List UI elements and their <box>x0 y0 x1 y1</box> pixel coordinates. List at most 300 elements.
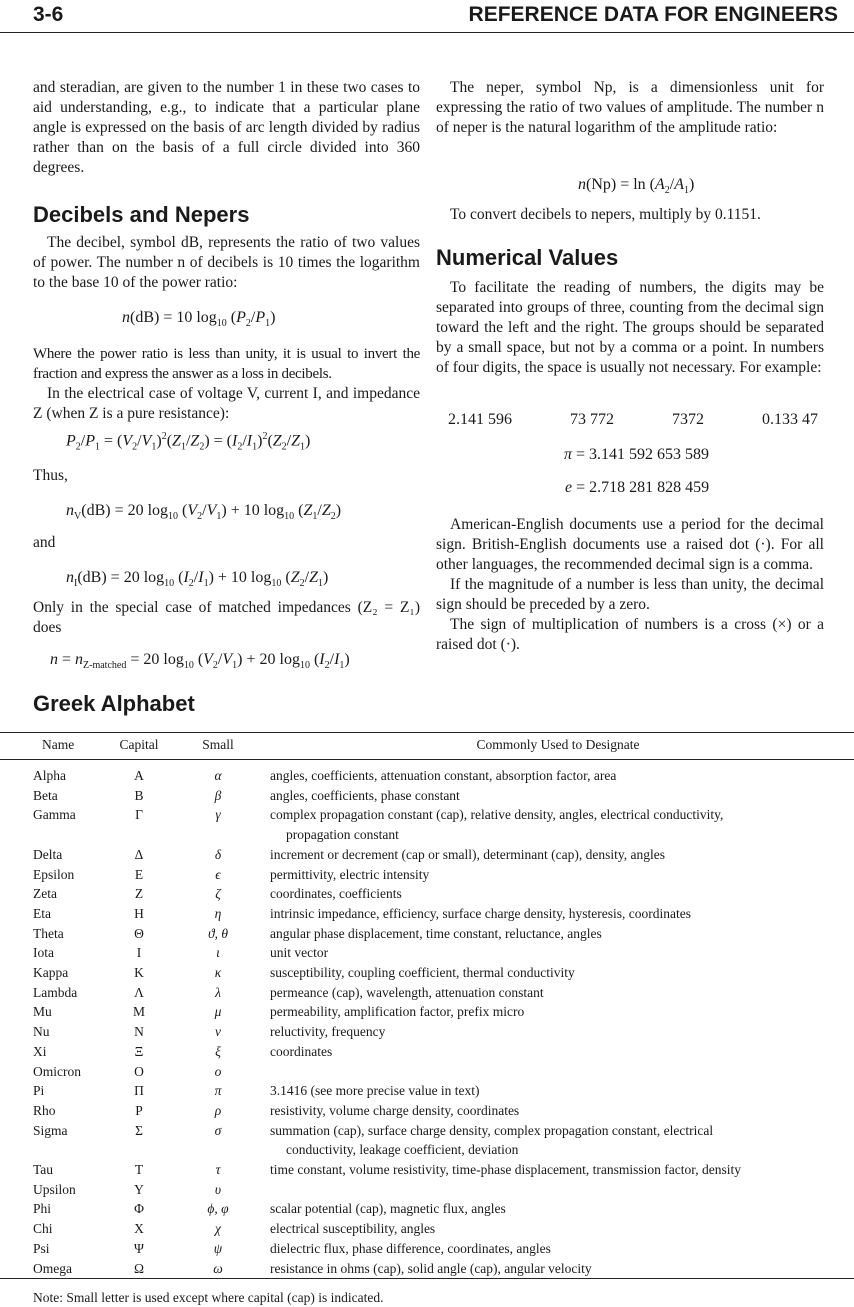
table-row <box>0 1239 854 1259</box>
letter-name: Eta <box>33 905 51 921</box>
formula-part: ) <box>270 309 276 326</box>
small-letter: ν <box>215 1024 221 1040</box>
table-row <box>0 786 854 806</box>
small-letter: λ <box>215 984 221 1000</box>
electrical-paragraph <box>33 384 420 424</box>
formula-part: A <box>674 176 685 193</box>
formula-part: 1 <box>300 441 306 453</box>
formula-part: 10 <box>216 318 227 329</box>
neper-paragraph <box>436 78 824 138</box>
formula-part: (dB) = 10 log <box>130 309 217 326</box>
formula-part: 10 <box>284 511 295 522</box>
capital-letter: Ξ <box>134 1043 144 1059</box>
capital-letter: O <box>134 1063 144 1079</box>
formula-part: 10 <box>183 660 194 671</box>
formula-part: ( <box>178 502 188 519</box>
letter-name: Iota <box>33 945 54 961</box>
small-letter: η <box>214 905 222 921</box>
designation-text: angular phase displacement, time constant, reluctance, angles <box>270 925 602 941</box>
letter-name: Nu <box>33 1024 50 1040</box>
capital-letter: X <box>134 1221 144 1237</box>
capital-letter: T <box>134 1162 144 1178</box>
formula-part: 2 <box>262 431 268 442</box>
formula-part: 1 <box>252 441 258 453</box>
formula-part: 2 <box>245 318 251 329</box>
formula-part: / <box>80 432 86 450</box>
capital-letter: Υ <box>134 1181 144 1197</box>
designation <box>262 1199 854 1219</box>
table-row <box>0 1160 854 1180</box>
formula-e <box>565 479 709 497</box>
table-row <box>0 1062 854 1082</box>
letter-name: Mu <box>33 1004 52 1020</box>
formula-db <box>122 309 275 329</box>
letter-name: Zeta <box>33 886 57 902</box>
designation <box>262 884 854 904</box>
table-row <box>0 943 854 963</box>
letter-name: Omicron <box>33 1063 81 1079</box>
small-letter: ρ <box>214 1102 222 1118</box>
formula-part: = 3.141 592 653 589 <box>572 446 710 463</box>
formula-part: = <box>58 651 76 668</box>
letter-name: Gamma <box>33 807 76 823</box>
small-letter: β <box>214 787 222 803</box>
table-row <box>0 983 854 1003</box>
paragraph: The decibel, symbol dB, represents the ratio of two values of power. The number n of decibels is 10 times the logarithm to the base 10 of the power ratio: <box>33 234 420 291</box>
capital-letter: Φ <box>134 1201 144 1217</box>
small-letter: κ <box>214 965 222 981</box>
formula-part: ) + 10 log <box>221 502 285 519</box>
designation <box>262 1101 854 1121</box>
small-letter: δ <box>214 846 222 862</box>
designation <box>262 1022 854 1042</box>
formula-part: / <box>137 432 142 450</box>
capital-letter: A <box>134 768 144 783</box>
thus-text: Thus, <box>33 467 68 484</box>
designation <box>262 1081 854 1101</box>
formula-part: V <box>122 432 133 450</box>
formula-part: I <box>246 432 253 450</box>
small-letter: ψ <box>213 1240 223 1256</box>
paragraph: American-English documents use a period for the decimal sign. British-English documents use a raised dot (·). For all other languages, the recommended decimal sign is a comma. <box>436 516 824 573</box>
formula-part: 2 <box>199 441 205 453</box>
formula-part: ( <box>226 309 237 326</box>
formula-part: V <box>222 651 233 668</box>
formula-part: 10 <box>164 578 175 589</box>
table-row <box>0 1180 854 1200</box>
formula-part: I <box>183 569 189 586</box>
designation <box>262 924 854 944</box>
designation-text: unit vector <box>270 945 329 961</box>
small-letter: ι <box>216 945 220 961</box>
decimal-paragraphs <box>436 515 824 655</box>
formula-part: 2 <box>281 441 287 453</box>
small-letter: τ <box>215 1162 221 1178</box>
table-note: Note: Small letter is used except where capital (cap) is indicated. <box>33 1290 384 1305</box>
table-row <box>0 1022 854 1042</box>
table-row <box>0 805 854 844</box>
letter-name: Beta <box>33 787 58 803</box>
designation <box>262 1180 854 1200</box>
designation <box>262 1160 854 1180</box>
formula-part: 1 <box>203 578 209 589</box>
formula-part: I <box>232 432 238 450</box>
letter-name: Delta <box>33 846 63 862</box>
formula-part: / <box>202 502 207 519</box>
formula-part: 2 <box>330 511 336 522</box>
formula-ni <box>66 569 328 589</box>
designation-text: electrical susceptibility, angles <box>270 1221 436 1237</box>
formula-part: ( <box>166 432 173 450</box>
formula-part: (dB) = 20 log <box>81 502 169 519</box>
designation-text: reluctivity, frequency <box>270 1024 386 1040</box>
formula-part: 2 <box>197 511 203 522</box>
capital-letter: B <box>134 787 144 803</box>
capital-letter: Ω <box>133 1260 145 1276</box>
column-header-name: Name <box>0 733 104 760</box>
formula-part: 1 <box>216 511 222 522</box>
formula-part: ) <box>156 432 162 450</box>
formula-matched <box>50 651 350 671</box>
small-letter: ω <box>213 1260 223 1276</box>
table-row <box>0 845 854 865</box>
designation-text: angles, coefficients, attenuation constant, absorption factor, area <box>270 768 617 783</box>
formula-part: Z <box>309 569 318 586</box>
table-row <box>0 884 854 904</box>
formula-part: Z <box>272 432 282 450</box>
invert-paragraph <box>33 344 420 384</box>
formula-part: n <box>122 309 130 326</box>
formula-part: π <box>564 446 573 463</box>
example-number: 2.141 596 <box>448 411 512 428</box>
formula-part: / <box>250 309 256 326</box>
formula-part: V <box>203 651 213 668</box>
designation <box>262 786 854 806</box>
small-letter: γ <box>215 807 221 823</box>
formula-part: I <box>319 651 325 668</box>
capital-letter: M <box>132 1004 145 1020</box>
capital-letter: Λ <box>134 984 144 1000</box>
small-letter: π <box>214 1083 222 1099</box>
formula-part: / <box>193 569 199 586</box>
designation-text: time constant, volume resistivity, time-phase displacement, transmission factor, density <box>270 1162 741 1178</box>
formula-part: 1 <box>317 578 323 589</box>
formula-part: ) <box>689 176 695 193</box>
facilitate-paragraph <box>436 278 824 378</box>
formula-part: 1 <box>180 441 186 453</box>
formula-part: Z <box>290 569 300 586</box>
formula-part: (dB) = 20 log <box>77 569 165 586</box>
capital-letter: I <box>136 945 142 961</box>
formula-part: ( <box>193 651 204 668</box>
paragraph: Only in the special case of matched impedances (Z₂ = Z₁) does <box>33 599 420 636</box>
formula-part: Z <box>291 432 301 450</box>
designation-text: complex propagation constant (cap), relative density, angles, electrical conductivity, <box>270 807 724 823</box>
designation-text: resistance in ohms (cap), solid angle (cap), angular velocity <box>270 1260 592 1276</box>
small-letter: σ <box>214 1122 222 1138</box>
capital-letter: P <box>135 1102 143 1118</box>
table-row <box>0 904 854 924</box>
small-letter: χ <box>215 1221 221 1237</box>
designation-text: coordinates <box>270 1043 333 1059</box>
formula-part: P <box>255 309 266 326</box>
formula-part: ) <box>257 432 263 450</box>
formula-pi <box>564 446 709 464</box>
designation <box>262 865 854 885</box>
formula-part: 10 <box>299 660 310 671</box>
small-letter: ζ <box>215 886 221 902</box>
formula-part: = ( <box>100 432 123 450</box>
formula-part: ) <box>322 569 329 586</box>
designation-text: dielectric flux, phase difference, coordinates, angles <box>270 1240 551 1256</box>
formula-part: n <box>50 651 58 668</box>
designation-continuation: conductivity, leakage coefficient, deviation <box>286 1142 519 1158</box>
letter-name: Chi <box>33 1221 53 1237</box>
formula-part: ( <box>281 569 291 586</box>
letter-name: Rho <box>33 1102 56 1118</box>
paragraph: If the magnitude of a number is less than unity, the decimal sign should be preceded by a zero. <box>436 576 824 613</box>
table-row <box>0 1259 854 1279</box>
formula-part: / <box>217 651 223 668</box>
formula-part: I <box>198 569 204 586</box>
number-examples <box>448 411 818 429</box>
heading-decibels: Decibels and Nepers <box>33 202 250 227</box>
formula-part: 2 <box>237 441 243 453</box>
capital-letter: H <box>134 905 144 921</box>
table-row <box>0 1199 854 1219</box>
table-row <box>0 760 854 786</box>
convert-paragraph <box>436 205 824 225</box>
designation <box>262 1259 854 1279</box>
formula-part: 1 <box>339 660 345 671</box>
formula-part: 2 <box>188 578 194 589</box>
formula-part: V <box>74 511 82 522</box>
capital-letter: Z <box>134 886 144 902</box>
letter-name: Kappa <box>33 965 69 981</box>
formula-part: / <box>669 176 675 193</box>
formula-part: Z <box>172 432 181 450</box>
formula-part: 1 <box>95 441 101 453</box>
table-row <box>0 865 854 885</box>
table-row <box>0 1219 854 1239</box>
paragraph: The sign of multiplication of numbers is a cross (×) or a raised dot (·). <box>436 616 824 653</box>
small-letter: α <box>214 768 222 783</box>
formula-part: V <box>206 502 217 519</box>
formula-part: I <box>74 578 78 589</box>
decibel-paragraph <box>33 233 420 293</box>
designation-text: permeability, amplification factor, prefix micro <box>270 1004 525 1020</box>
formula-part: 1 <box>265 318 271 329</box>
designation-text: permeance (cap), wavelength, attenuation constant <box>270 984 544 1000</box>
formula-part: 10 <box>168 511 179 522</box>
small-letter: o <box>214 1063 222 1079</box>
letter-name: Xi <box>33 1043 47 1059</box>
paragraph: and steradian, are given to the number 1 in these two cases to aid understanding, e.g., to indicate that a particular plane angle is expressed on the basis of arc length divided by radius rather than on the basis of a full circle divided into 360 degrees. <box>33 79 420 176</box>
capital-letter: Σ <box>135 1122 143 1138</box>
letter-name: Upsilon <box>33 1181 76 1197</box>
capital-letter: E <box>134 866 144 882</box>
header-rule <box>0 32 854 33</box>
formula-part: 2 <box>324 660 330 671</box>
formula-power-ratio <box>66 431 310 452</box>
formula-part: ) <box>344 651 350 668</box>
formula-part: ) = ( <box>204 432 232 450</box>
formula-part: Z <box>190 432 200 450</box>
formula-part: ) + 10 log <box>208 569 272 586</box>
designation <box>262 1002 854 1022</box>
formula-part: P <box>236 309 246 326</box>
formula-part: n <box>66 569 74 586</box>
table-header-row <box>0 733 854 760</box>
designation <box>262 963 854 983</box>
designation <box>262 805 854 844</box>
table-row <box>0 1121 854 1160</box>
capital-letter: Δ <box>134 846 144 862</box>
example-number: 0.133 47 <box>762 411 818 428</box>
designation <box>262 904 854 924</box>
designation-text: increment or decrement (cap or small), determinant (cap), density, angles <box>270 846 665 862</box>
designation <box>262 760 854 786</box>
formula-part: ) <box>305 432 311 450</box>
formula-part: / <box>185 432 191 450</box>
capital-letter: N <box>134 1024 144 1040</box>
formula-np <box>578 176 694 196</box>
designation <box>262 1239 854 1259</box>
running-title: REFERENCE DATA FOR ENGINEERS <box>468 3 838 26</box>
formula-part: 2 <box>75 441 81 453</box>
letter-name: Omega <box>33 1260 72 1276</box>
table-row <box>0 1042 854 1062</box>
formula-part: ( <box>309 651 320 668</box>
formula-part: n <box>75 651 84 668</box>
table-row <box>0 963 854 983</box>
letter-name: Theta <box>33 925 64 941</box>
paragraph: Where the power ratio is less than unity, it is usual to invert the fraction and express the answer as a loss in decibels. <box>33 346 420 382</box>
formula-part: 2 <box>212 660 218 671</box>
formula-part: 2 <box>132 441 138 453</box>
small-letter: ϵ <box>215 866 221 882</box>
column-header-designate: Commonly Used to Designate <box>262 733 854 760</box>
letter-name: Tau <box>33 1162 54 1178</box>
column-header-small: Small <box>174 733 262 760</box>
small-letter: υ <box>214 1181 222 1197</box>
formula-part: Z-matched <box>83 660 127 671</box>
designation-text: coordinates, coefficients <box>270 886 402 902</box>
example-number: 73 772 <box>570 411 614 428</box>
formula-part: ) + 20 log <box>237 651 300 668</box>
formula-part: 1 <box>312 511 318 522</box>
formula-part: I <box>334 651 340 668</box>
formula-part: 2 <box>161 431 167 442</box>
formula-part: Z <box>303 502 313 519</box>
capital-letter: K <box>134 965 144 981</box>
letter-name: Phi <box>33 1201 52 1217</box>
letter-name: Epsilon <box>33 866 75 882</box>
intro-paragraph <box>33 78 420 178</box>
formula-part: 2 <box>299 578 305 589</box>
letter-name: Lambda <box>33 984 78 1000</box>
table-row <box>0 1081 854 1101</box>
designation <box>262 845 854 865</box>
formula-part: e <box>565 479 573 496</box>
formula-part: 1 <box>684 185 690 196</box>
designation <box>262 1219 854 1239</box>
formula-part: ( <box>174 569 184 586</box>
formula-part: ( <box>267 432 273 450</box>
capital-letter: Π <box>134 1083 144 1099</box>
formula-part: ( <box>294 502 304 519</box>
formula-part: ) <box>335 502 342 519</box>
example-number: 7372 <box>672 411 704 428</box>
designation-text: resistivity, volume charge density, coordinates <box>270 1102 520 1118</box>
small-letter: ϑ, θ <box>207 925 228 941</box>
designation-text: angles, coefficients, phase constant <box>270 787 460 803</box>
designation-text: summation (cap), surface charge density, complex propagation constant, electrical <box>270 1122 714 1138</box>
designation <box>262 1121 854 1160</box>
table-row <box>0 1002 854 1022</box>
designation <box>262 943 854 963</box>
capital-letter: Γ <box>135 807 143 823</box>
greek-alphabet-table <box>0 733 854 1279</box>
formula-part: / <box>317 502 322 519</box>
letter-name: Psi <box>33 1240 50 1256</box>
formula-part: A <box>655 176 665 193</box>
paragraph: To convert decibels to nepers, multiply by 0.1151. <box>450 206 761 223</box>
formula-part: n <box>66 502 74 519</box>
small-letter: ϕ, φ <box>207 1201 229 1217</box>
designation <box>262 1042 854 1062</box>
small-letter: μ <box>214 1004 222 1020</box>
formula-part: 10 <box>271 578 282 589</box>
matched-paragraph <box>33 598 420 638</box>
designation-text: intrinsic impedance, efficiency, surface charge density, hysteresis, coordinates <box>270 905 691 921</box>
formula-part: 2 <box>664 185 670 196</box>
designation <box>262 983 854 1003</box>
designation-text: scalar potential (cap), magnetic flux, angles <box>270 1201 506 1217</box>
column-header-capital: Capital <box>104 733 174 760</box>
formula-part: = 20 log <box>126 651 184 668</box>
formula-part: (Np) = ln ( <box>586 176 656 193</box>
designation-continuation: propagation constant <box>286 827 399 843</box>
page-number: 3-6 <box>33 3 64 26</box>
formula-nv <box>66 502 341 522</box>
designation-text: permittivity, electric intensity <box>270 866 430 882</box>
paragraph: To facilitate the reading of numbers, the digits may be separated into groups of three, counting from the decimal sign toward the left and the right. The groups should be separated by a small space, but not by a comma or a point. In numbers of four digits, the space is usually not necessary. For example: <box>436 279 824 376</box>
letter-name: Alpha <box>33 768 66 783</box>
formula-part: V <box>187 502 198 519</box>
letter-name: Sigma <box>33 1122 68 1138</box>
table-row <box>0 924 854 944</box>
formula-part: n <box>578 176 586 193</box>
capital-letter: Ψ <box>134 1240 144 1256</box>
formula-part: 1 <box>232 660 238 671</box>
capital-letter: Θ <box>134 925 144 941</box>
formula-part: / <box>242 432 247 450</box>
paragraph: The neper, symbol Np, is a dimensionless unit for expressing the ratio of two values of amplitude. The number n of neper is the natural logarithm of the amplitude ratio: <box>436 79 824 136</box>
and-text: and <box>33 534 56 551</box>
heading-greek-alphabet: Greek Alphabet <box>33 691 195 716</box>
designation <box>262 1062 854 1082</box>
designation-text: 3.1416 (see more precise value in text) <box>270 1083 480 1099</box>
formula-part: / <box>329 651 335 668</box>
letter-name: Pi <box>33 1083 45 1099</box>
small-letter: ξ <box>215 1043 221 1059</box>
formula-part: V <box>141 432 152 450</box>
formula-part: / <box>304 569 310 586</box>
heading-numerical-values: Numerical Values <box>436 245 619 270</box>
paragraph: In the electrical case of voltage V, current I, and impedance Z (when Z is a pure resistance): <box>33 385 420 422</box>
designation-text: susceptibility, coupling coefficient, thermal conductivity <box>270 965 575 981</box>
